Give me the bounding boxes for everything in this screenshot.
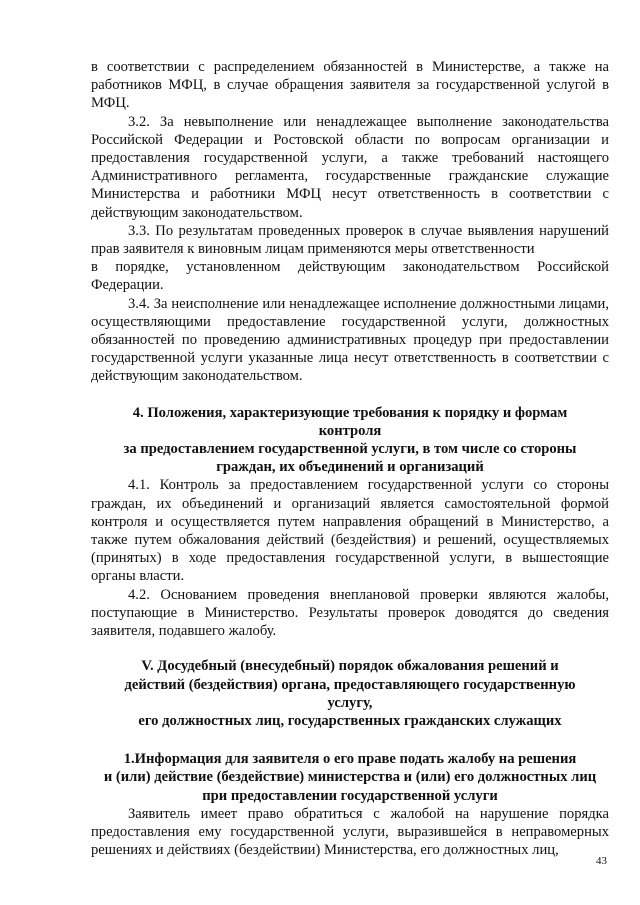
page-number: 43: [596, 855, 607, 867]
paragraph-4-1: 4.1. Контроль за предоставлением государственной услуги со стороны граждан, их объединений и организаций является самостоятельной формой контроля и осуществляется путем направления обращений в Министерство, а также путем обжалования действий (бездействия) и решений, осуществляемых (принятых) в ходе предоставления государственной услуги, в вышестоящие органы власти.: [91, 477, 609, 585]
document-body: [91, 58, 609, 859]
paragraph-3-3-part2: в порядке, установленном действующим законодательством Российской Федерации.: [91, 259, 609, 294]
section-4-heading: [91, 404, 609, 477]
paragraph-3-1-continuation: в соответствии с распределением обязанностей в Министерстве, а также на работников МФЦ, в случае обращения заявителя за государственной услугой в МФЦ.: [91, 59, 609, 112]
paragraph-3-4: 3.4. За неисполнение или ненадлежащее исполнение должностными лицами, осуществляющими предоставление государственной услуги, должностных обязанностей по проведению административных процедур при предоставлении государственной услуги указанные лица несут ответственность в соответствии с действующим законодательством.: [91, 295, 609, 385]
heading-line: 1.Информация для заявителя о его праве подать жалобу на решения: [123, 751, 577, 768]
heading-line: граждан, их объединений и организаций: [216, 459, 484, 476]
paragraph-4-2: 4.2. Основанием проведения внеплановой проверки являются жалобы, поступающие в Министерство. Результаты проверок доводятся до сведения заявителя, подавшего жалобу.: [91, 586, 609, 640]
paragraph-3-2: 3.2. За невыполнение или ненадлежащее выполнение законодательства Российской Федерации и Ростовской области по вопросам организации и предоставления государственной услуги, а также требований настоящего Административного регламента, государственные гражданские служащие Министерства и работники МФЦ несут ответственность в соответствии с действующим законодательством.: [91, 113, 609, 221]
paragraph-complaint-right: Заявитель имеет право обратиться с жалобой на нарушение порядка предоставления ему государственной услуги, выразившейся в неправомерных решениях и действиях (бездействии) Министерства, его должностных лиц,: [91, 805, 609, 859]
heading-line: V. Досудебный (внесудебный) порядок обжалования решений и: [141, 658, 559, 675]
heading-line: при предоставлении государственной услуги: [202, 787, 498, 804]
heading-line: и (или) действие (бездействие) министерства и (или) его должностных лиц: [103, 769, 597, 786]
heading-line: его должностных лиц, государственных гражданских служащих: [138, 712, 562, 729]
paragraph-3-3-part1: 3.3. По результатам проведенных проверок в случае выявления нарушений прав заявителя к виновным лицам применяются меры ответственности: [91, 222, 609, 258]
heading-line: за предоставлением государственной услуги, в том числе со стороны: [123, 441, 577, 458]
heading-line: действий (бездействия) органа, предоставляющего государственную: [124, 676, 576, 693]
heading-line: контроля: [318, 422, 382, 439]
info-heading: [91, 750, 609, 805]
section-5-heading: [91, 657, 609, 730]
heading-line: услугу,: [327, 694, 373, 711]
heading-line: 4. Положения, характеризующие требования к порядку и формам: [132, 404, 568, 421]
